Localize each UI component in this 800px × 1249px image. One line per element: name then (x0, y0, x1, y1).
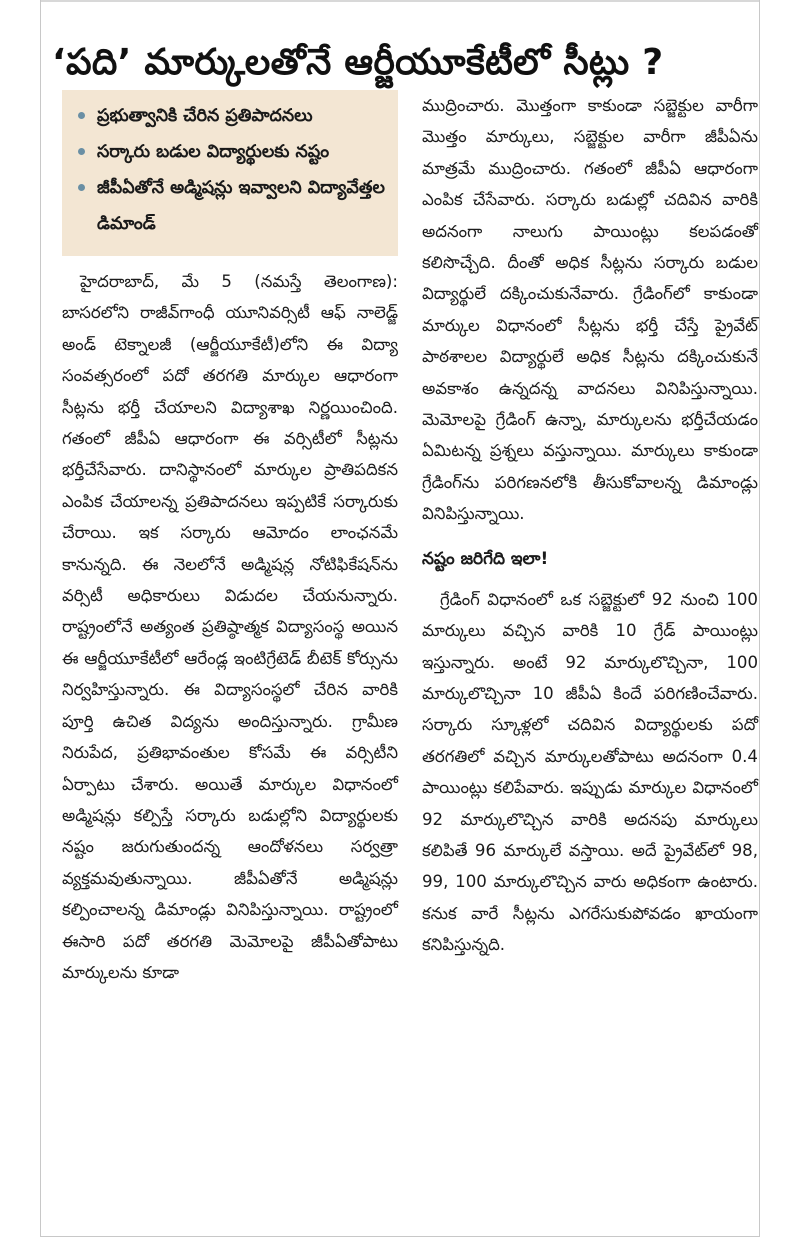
highlight-item: సర్కారు బడుల విద్యార్థులకు నష్టం (74, 134, 388, 170)
left-body-text (62, 266, 398, 988)
article-headline: ‘పది’ మార్కులతోనే ఆర్జీయూకేటీలో సీట్లు ? (52, 42, 664, 84)
left-paragraph: హైదరాబాద్, మే 5 (నమస్తే తెలంగాణ): బాసరలోని రాజీవ్‌గాంధీ యూనివర్సిటీ ఆఫ్ నాలెడ్జ్ అండ్ టెక్నాలజీ (ఆర్జీయూకేటీ)లోని ఈ విద్యా సంవత్సరంలో పదో తరగతి మార్కుల ఆధారంగా సీట్లను భర్తీ చేయాలని విద్యాశాఖ నిర్ణయించింది. గతంలో జీపీఏ ఆధారంగా ఈ వర్సిటీలో సీట్లను భర్తీచేసేవారు. దానిస్థానంలో మార్కుల ప్రాతిపదికన ఎంపిక చేయాలన్న ప్రతిపాదనలు ఇప్పటికే సర్కారుకు చేరాయి. ఇక సర్కారు ఆమోదం లాంఛనమే కానున్నది. ఈ నెలలోనే అడ్మిషన్ల నోటిఫికేషన్‌ను వర్సిటీ అధికారులు విడుదల చేయనున్నారు. రాష్ట్రంలోనే అత్యంత ప్రతిష్ఠాత్మక విద్యాసంస్థ అయిన ఈ ఆర్జీయూకేటీలో ఆరేండ్ల ఇంటిగ్రేటెడ్ బీటెక్ కోర్సును నిర్వహిస్తున్నారు. ఈ విద్యాసంస్థలో చేరిన వారికి పూర్తి ఉచిత విద్యను అందిస్తున్నారు. గ్రామీణ నిరుపేద, ప్రతిభావంతుల కోసమే ఈ వర్సిటీని ఏర్పాటు చేశారు. అయితే మార్కుల విధానంలో అడ్మిషన్లు కల్పిస్తే సర్కారు బడుల్లోని విద్యార్థులకు నష్టం జరుగుతుందన్న ఆందోళనలు సర్వత్రా వ్యక్తమవుతున్నాయి. జీపీఏతోనే అడ్మిషన్లు కల్పించాలన్న డిమాండ్లు వినిపిస్తున్నాయి. రాష్ట్రంలో ఈసారి పదో తరగతి మెమోలపై జీపీఏతోపాటు మార్కులను కూడా (62, 272, 398, 982)
right-body-text-2 (422, 584, 758, 961)
bullet-dot-icon (78, 112, 85, 119)
highlights-box (62, 90, 398, 256)
right-paragraph-1: ముద్రించారు. మొత్తంగా కాకుండా సబ్జెక్టుల వారీగా మొత్తం మార్కులు, సబ్జెక్టుల వారీగా జీపీఏను మాత్రమే ముద్రించారు. గతంలో జీపీఏ ఆధారంగా ఎంపిక చేసేవారు. సర్కారు బడుల్లో చదివిన వారికి అదనంగా నాలుగు పాయింట్లు కలపడంతో కలిసొచ్చేది. దీంతో అధిక సీట్లను సర్కారు బడుల విద్యార్థులే దక్కించుకునేవారు. గ్రేడింగ్‌లో కాకుండా మార్కుల విధానంలో సీట్లను భర్తీ చేస్తే ప్రైవేట్ పాఠశాలల విద్యార్థులే అధిక సీట్లను దక్కించుకునే అవకాశం ఉన్నదన్న వాదనలు వినిపిస్తున్నాయి. మెమోలపై గ్రేడింగ్ ఉన్నా, మార్కులను భర్తీచేయడం ఏమిటన్న ప్రశ్నలు వస్తున్నాయి. మార్కులు కాకుండా గ్రేడింగ్‌ను పరిగణనలోకి తీసుకోవాలన్న డిమాండ్లు వినిపిస్తున్నాయి. (422, 96, 758, 524)
highlight-item: ప్రభుత్వానికి చేరిన ప్రతిపాదనలు (74, 98, 388, 134)
bullet-dot-icon (78, 148, 85, 155)
left-column (62, 90, 398, 988)
right-body-text (422, 90, 758, 530)
highlight-item: జీపీఏతోనే అడ్మిషన్లు ఇవ్వాలని విద్యావేత్తల డిమాండ్ (74, 170, 388, 242)
bullet-dot-icon (78, 184, 85, 191)
right-column (422, 90, 758, 961)
right-paragraph-2: గ్రేడింగ్ విధానంలో ఒక సబ్జెక్టులో 92 నుంచి 100 మార్కులు వచ్చిన వారికి 10 గ్రేడ్ పాయింట్లు ఇస్తున్నారు. అంటే 92 మార్కులొచ్చినా, 100 మార్కులొచ్చినా 10 జీపీఏ కిందే పరిగణించేవారు. సర్కారు స్కూళ్లలో చదివిన విద్యార్థులకు పదో తరగతిలో వచ్చిన మార్కులతోపాటు అదనంగా 0.4 పాయింట్లు కలిపేవారు. ఇప్పుడు మార్కుల విధానంలో 92 మార్కులొచ్చిన వారికి అదనపు మార్కులు కలిపితే 96 మార్కులే వస్తాయి. అదే ప్రైవేట్‌లో 98, 99, 100 మార్కులొచ్చిన వారు అధికంగా ఉంటారు. కనుక వారే సీట్లను ఎగరేసుకుపోవడం ఖాయంగా కనిపిస్తున్నది. (422, 589, 758, 955)
subheading: నష్టం జరిగేది ఇలా! (422, 548, 549, 569)
